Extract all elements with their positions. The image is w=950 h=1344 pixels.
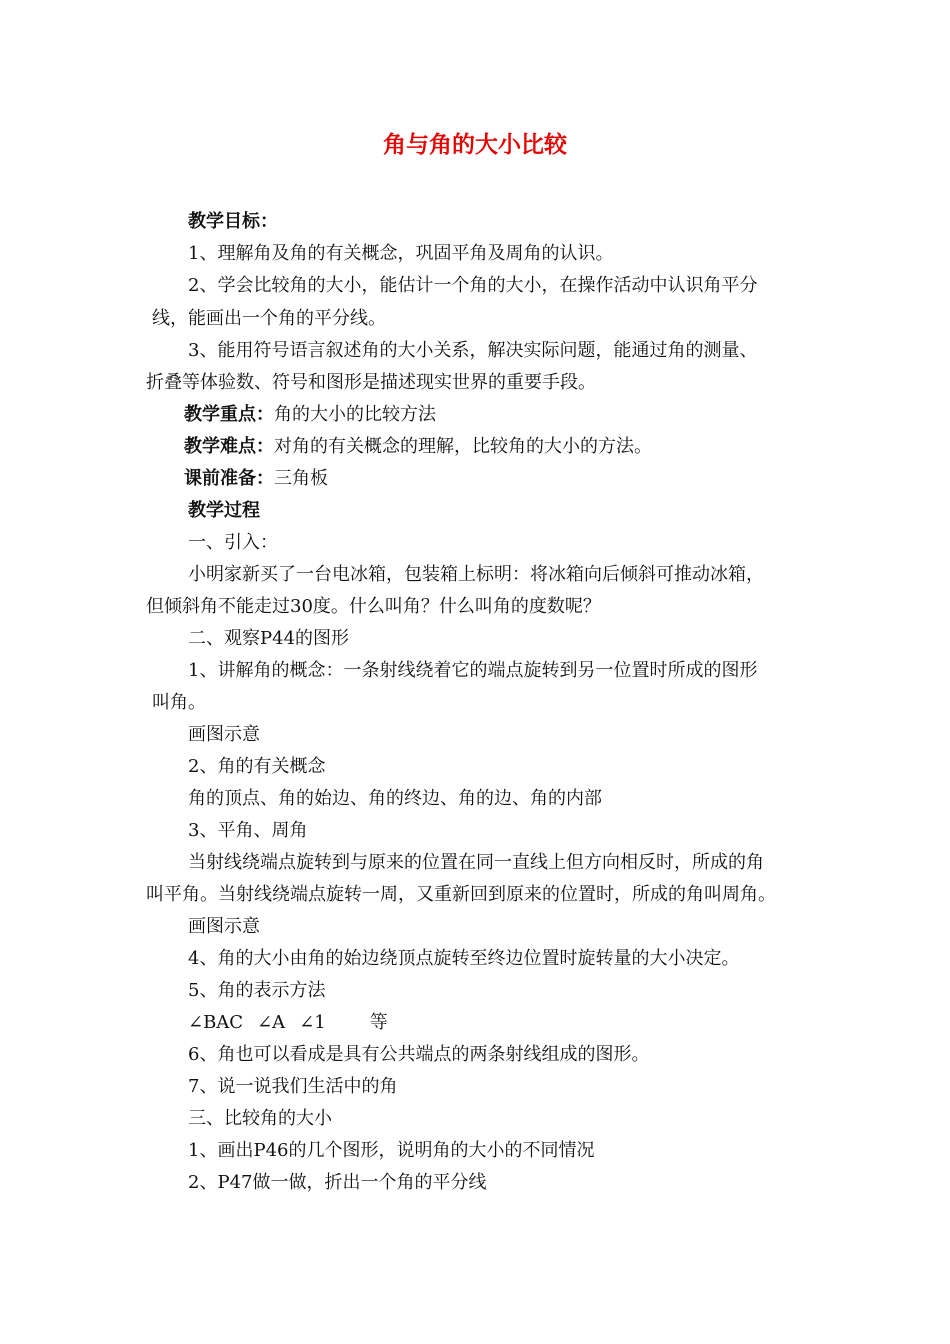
item-1-line-2: 叫角。 — [152, 692, 206, 713]
difficulty-label: 教学难点： — [184, 436, 274, 457]
intro-line-1: 小明家新买了一台电冰箱，包装箱上标明：将冰箱向后倾斜可推动冰箱， — [188, 564, 764, 585]
notation-etc: 等 — [369, 1012, 388, 1033]
item-2-detail: 角的顶点、角的始边、角的终边、角的边、角的内部 — [188, 788, 602, 809]
draw-diagram-1: 画图示意 — [188, 724, 260, 745]
key-point-label: 教学重点： — [184, 404, 274, 425]
notation-1: ∠1 — [299, 1012, 326, 1033]
goal-3-line-1: 3、能用符号语言叙述角的大小关系，解决实际问题，能通过角的测量、 — [188, 340, 758, 361]
item-4: 4、角的大小由角的始边绕顶点旋转至终边位置时旋转量的大小决定。 — [188, 948, 740, 969]
draw-diagram-2: 画图示意 — [188, 916, 260, 937]
key-point — [184, 403, 436, 427]
difficulty-text: 对角的有关概念的理解，比较角的大小的方法。 — [274, 436, 652, 457]
item-5: 5、角的表示方法 — [188, 980, 326, 1001]
goals-heading: 教学目标： — [188, 211, 278, 232]
notation-bac: ∠BAC — [188, 1012, 244, 1033]
item-3-line-1: 当射线绕端点旋转到与原来的位置在同一直线上但方向相反时，所成的角 — [188, 852, 764, 873]
goal-1: 1、理解角及角的有关概念，巩固平角及周角的认识。 — [188, 243, 614, 264]
item-1-line-1: 1、讲解角的概念：一条射线绕着它的端点旋转到另一位置时所成的图形 — [188, 660, 758, 681]
goal-3-line-2: 折叠等体验数、符号和图形是描述现实世界的重要手段。 — [146, 372, 596, 393]
observe-heading: 二、观察P44的图形 — [188, 628, 350, 649]
item-2: 2、角的有关概念 — [188, 756, 326, 777]
difficulty-point — [184, 435, 652, 459]
compare-item-1: 1、画出P46的几个图形，说明角的大小的不同情况 — [188, 1140, 595, 1161]
compare-item-2: 2、P47做一做，折出一个角的平分线 — [188, 1172, 487, 1193]
compare-heading: 三、比较角的大小 — [188, 1108, 332, 1129]
goal-2-line-2: 线，能画出一个角的平分线。 — [152, 308, 386, 329]
preparation-text: 三角板 — [274, 468, 328, 489]
item-3-line-2: 叫平角。当射线绕端点旋转一周，又重新回到原来的位置时，所成的角叫周角。 — [146, 884, 776, 905]
goal-2-line-1: 2、学会比较角的大小，能估计一个角的大小，在操作活动中认识角平分 — [188, 275, 758, 296]
process-heading: 教学过程 — [188, 500, 260, 521]
item-6: 6、角也可以看成是具有公共端点的两条射线组成的图形。 — [188, 1044, 650, 1065]
preparation-label: 课前准备： — [184, 468, 274, 489]
angle-notation — [188, 1011, 388, 1035]
intro-line-2: 但倾斜角不能走过30度。什么叫角？什么叫角的度数呢？ — [146, 596, 601, 617]
item-3: 3、平角、周角 — [188, 820, 308, 841]
notation-a: ∠A — [257, 1012, 286, 1033]
intro-heading: 一、引入： — [188, 532, 278, 553]
document-title: 角与角的大小比较 — [383, 132, 567, 158]
item-7: 7、说一说我们生活中的角 — [188, 1076, 398, 1097]
key-point-text: 角的大小的比较方法 — [274, 404, 436, 425]
preparation — [184, 467, 328, 491]
